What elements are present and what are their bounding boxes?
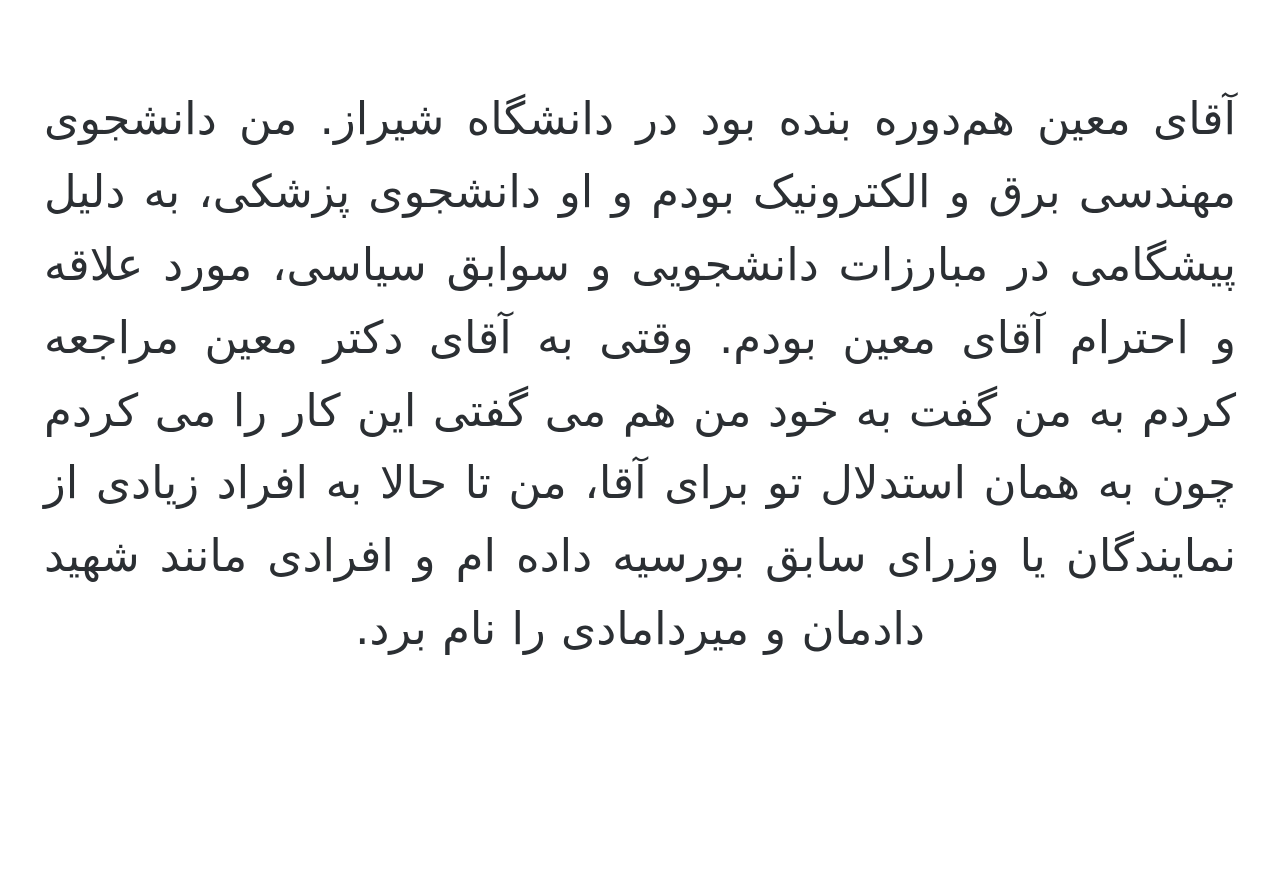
document-body-paragraph: آقای معین هم‌دوره بنده بود در دانشگاه شیراز. من دانشجوی مهندسی برق و الکترونیک بودم و او دانشجوی پزشکی، به دلیل پیشگامی در مبارزات دانشجویی و سوابق سیاسی، مورد علاقه و احترام آقای معین بودم. وقتی به آقای دکتر معین مراجعه کردم به من گفت به خود من هم می گفتی این کار را می کردم چون به همان استدلال تو برای آقا، من تا حالا به افراد زیادی از نمایندگان یا وزرای سابق بورسیه داده ام و افرادی مانند شهید دادمان و میردامادی را نام برد.	[44, 92, 1236, 656]
